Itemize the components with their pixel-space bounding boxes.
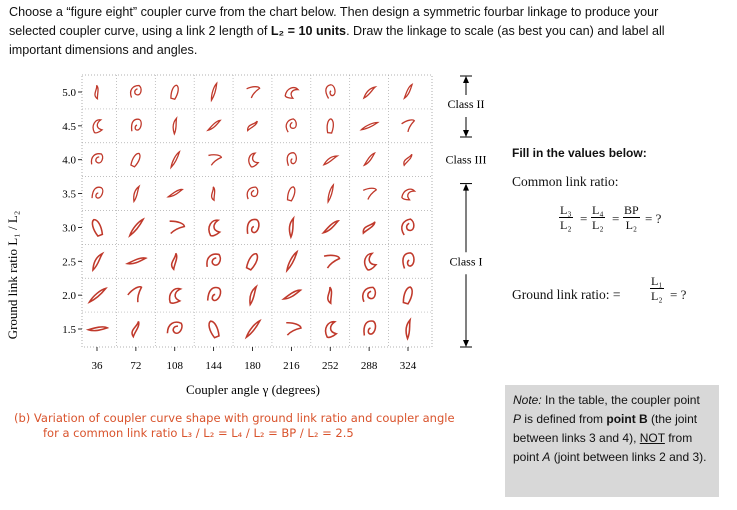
coupler-curve xyxy=(362,253,378,271)
chart-axes xyxy=(62,76,486,372)
l1-symbol: L₁ xyxy=(651,274,663,288)
coupler-curve xyxy=(287,153,296,166)
coupler-curve xyxy=(130,219,143,236)
coupler-curve xyxy=(168,118,182,134)
coupler-curve xyxy=(128,253,146,268)
y-tick-label: 2.5 xyxy=(62,256,76,269)
class-label: Class III xyxy=(445,152,487,167)
y-tick-label: 1.5 xyxy=(62,324,76,336)
coupler-curve xyxy=(168,188,182,199)
arrow-up-icon xyxy=(463,76,469,83)
coupler-curve xyxy=(323,185,338,202)
coupler-curve xyxy=(401,119,416,132)
arrow-up-icon xyxy=(463,184,469,191)
class-bracket xyxy=(450,184,483,347)
prompt-line-2a: selected coupler curve, using a link 2 length of xyxy=(9,24,271,38)
coupler-curve xyxy=(165,219,185,238)
equals-sign: = xyxy=(612,211,620,226)
coupler-curve xyxy=(324,153,337,168)
coupler-curve xyxy=(91,119,103,133)
prompt-line-3: important dimensions and angles. xyxy=(9,43,198,57)
x-axis-label: Coupler angle γ (degrees) xyxy=(186,382,320,397)
coupler-curve xyxy=(246,287,261,305)
common-ratio-answer[interactable]: = ? xyxy=(645,211,662,226)
ground-ratio-answer[interactable]: = ? xyxy=(670,287,687,302)
coupler-curve xyxy=(170,84,180,99)
coupler-curve xyxy=(287,186,297,201)
coupler-curve xyxy=(92,254,104,270)
coupler-curve xyxy=(284,118,298,132)
coupler-curve xyxy=(130,85,142,97)
arrow-down-icon xyxy=(463,130,469,137)
ground-ratio-label: Ground link ratio: = xyxy=(512,287,621,302)
coupler-curves xyxy=(88,83,417,339)
coupler-curve xyxy=(91,186,104,201)
caption-line-2: for a common link ratio L₃ / L₂ = L₄ / L₂ = BP / L₂ = 2.5 xyxy=(43,426,354,440)
l4-symbol: L₄ xyxy=(592,203,604,217)
coupler-curve xyxy=(364,85,375,99)
coupler-curve xyxy=(362,287,377,302)
coupler-curve xyxy=(131,118,142,132)
chart-frame xyxy=(82,75,432,347)
coupler-curve xyxy=(363,219,375,235)
coupler-curve xyxy=(91,85,103,99)
coupler-curve xyxy=(323,221,339,233)
coupler-curve xyxy=(130,152,142,167)
note-text: is defined from xyxy=(521,412,607,426)
coupler-curve xyxy=(88,320,107,337)
note-text: In the table, the coupler point xyxy=(541,393,700,407)
coupler-curve xyxy=(246,218,260,235)
class-label: Class II xyxy=(447,97,485,111)
coupler-curve xyxy=(169,152,182,168)
fraction-bp-l2 xyxy=(623,203,640,232)
coupler-curve xyxy=(401,187,415,202)
note-text: from point xyxy=(513,431,693,464)
coupler-curve xyxy=(207,187,219,201)
fill-in-panel xyxy=(505,137,725,377)
fraction-l4-l2 xyxy=(591,203,605,232)
coupler-curve xyxy=(130,186,142,201)
coupler-curve xyxy=(207,253,221,267)
caption-line-1: (b) Variation of coupler curve shape with ground link ratio and coupler angle xyxy=(14,411,455,425)
y-tick-label: 2.0 xyxy=(62,290,76,303)
coupler-curve xyxy=(284,218,301,237)
coupler-curve xyxy=(207,320,220,338)
coupler-curve xyxy=(91,153,103,165)
note-text: (the joint between links 3 and 4), xyxy=(513,412,698,445)
fraction-l3-l2 xyxy=(559,203,573,232)
coupler-curve xyxy=(246,86,259,98)
l2-symbol: L₂ xyxy=(592,218,604,232)
coupler-curve xyxy=(131,321,141,336)
coupler-curve xyxy=(363,188,376,200)
prompt-l2-value: L₂ = 10 units xyxy=(270,24,347,38)
coupler-curve xyxy=(402,286,414,304)
coupler-curve xyxy=(206,153,221,167)
coupler-curve xyxy=(207,120,221,130)
x-tick-label: 180 xyxy=(244,360,261,372)
equals-sign: = xyxy=(580,211,588,226)
coupler-curve xyxy=(246,187,258,199)
coupler-curve xyxy=(404,153,412,166)
x-tick-label: 144 xyxy=(205,360,222,372)
x-tick-label: 324 xyxy=(399,360,417,372)
coupler-curve xyxy=(282,320,302,339)
note-point-p: P xyxy=(513,412,522,426)
coupler-curve xyxy=(169,288,181,303)
class-label: Class I xyxy=(449,254,483,269)
y-tick-label: 4.0 xyxy=(62,154,76,167)
y-tick-label: 5.0 xyxy=(62,87,76,99)
coupler-curve xyxy=(325,84,337,99)
coupler-curve-atlas-chart xyxy=(0,70,500,450)
coupler-curve xyxy=(89,286,105,305)
x-tick-label: 36 xyxy=(91,360,103,372)
x-tick-label: 252 xyxy=(322,360,339,372)
coupler-curve xyxy=(284,252,300,271)
problem-statement xyxy=(9,3,729,60)
coupler-curve xyxy=(127,286,147,305)
arrow-down-icon xyxy=(463,340,469,347)
coupler-curve xyxy=(327,119,334,133)
l2-symbol: L₂ xyxy=(560,218,572,232)
coupler-curve xyxy=(361,117,377,135)
fraction-l1-l2 xyxy=(650,274,664,303)
bp-symbol: BP xyxy=(624,203,639,217)
fill-heading: Fill in the values below: xyxy=(512,146,647,160)
x-tick-label: 108 xyxy=(166,360,183,372)
coupler-curve xyxy=(323,287,337,304)
coupler-curve xyxy=(207,220,221,237)
coupler-curve xyxy=(400,320,417,339)
coupler-curve xyxy=(245,252,259,270)
class-bracket xyxy=(446,153,487,167)
x-tick-label: 216 xyxy=(283,360,300,372)
coupler-curve xyxy=(285,85,299,100)
l2-symbol: L₂ xyxy=(625,218,638,232)
coupler-curve xyxy=(246,153,260,168)
note-point-a: A xyxy=(542,450,551,464)
common-ratio-label: Common link ratio: xyxy=(512,174,619,189)
coupler-curve xyxy=(168,253,180,269)
y-tick-label: 3.5 xyxy=(62,188,76,201)
coupler-curve xyxy=(324,321,338,338)
prompt-line-1: Choose a “figure eight” coupler curve from the chart below. Then design a symmetric fourbar linkage to produce your xyxy=(9,5,659,19)
coupler-curve xyxy=(363,320,377,337)
coupler-curve xyxy=(206,83,221,100)
class-bracket xyxy=(448,76,485,137)
note-label: Note: xyxy=(513,393,542,407)
note-box xyxy=(505,385,719,497)
coupler-curve xyxy=(322,253,340,270)
chart-grid xyxy=(82,75,432,347)
coupler-curve xyxy=(90,218,103,236)
prompt-line-2b: . Draw the linkage to scale (as best you can) and label all xyxy=(346,24,665,38)
coupler-curve xyxy=(206,285,222,304)
coupler-curve xyxy=(246,320,259,337)
coupler-curve xyxy=(400,84,416,98)
coupler-curve xyxy=(167,320,183,336)
y-tick-label: 3.0 xyxy=(62,222,76,235)
coupler-curve xyxy=(284,288,301,301)
note-point-b: point B xyxy=(606,412,648,426)
l2-symbol: L₂ xyxy=(651,289,663,303)
coupler-curve xyxy=(247,119,257,133)
x-tick-label: 288 xyxy=(360,360,378,372)
figure-caption xyxy=(14,411,494,441)
coupler-curve xyxy=(403,253,414,269)
x-tick-label: 72 xyxy=(130,360,142,372)
coupler-curve xyxy=(362,153,377,165)
note-not: NOT xyxy=(639,431,665,445)
l3-symbol: L₃ xyxy=(560,203,572,217)
note-text: (joint between links 2 and 3). xyxy=(550,450,707,464)
y-axis-label: Ground link ratio L₁ / L₂ xyxy=(5,210,20,340)
coupler-curve xyxy=(400,218,417,235)
y-tick-label: 4.5 xyxy=(62,120,76,133)
